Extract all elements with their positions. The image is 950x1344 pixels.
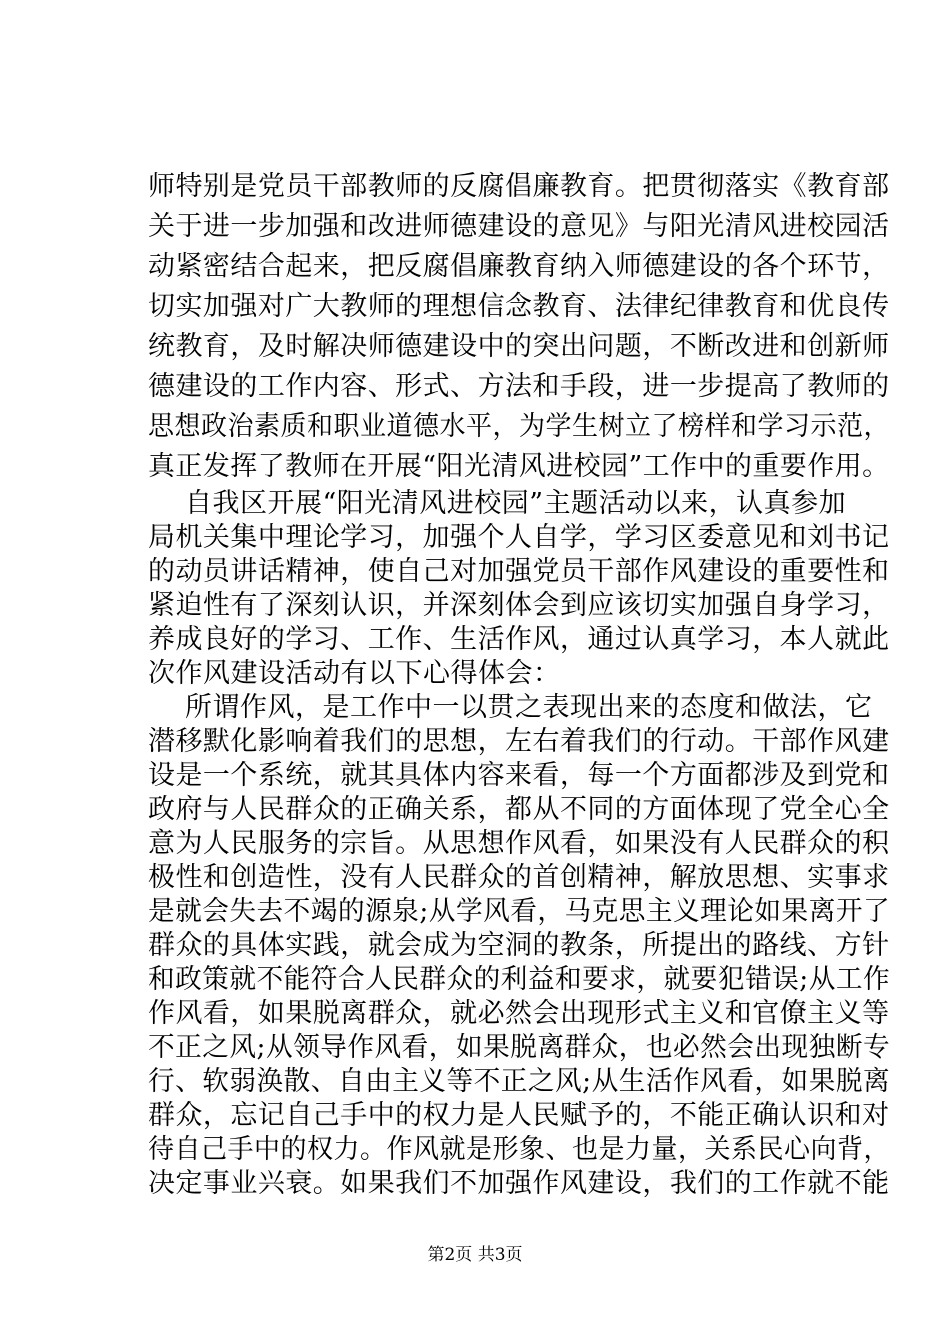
paragraph-line: 师特别是党员干部教师的反腐倡廉教育。把贯彻落实《教育部: [148, 171, 890, 202]
paragraph-line: 动紧密结合起来，把反腐倡廉教育纳入师德建设的各个环节，: [148, 251, 890, 282]
paragraph-line: 不正之风;从领导作风看，如果脱离群众，也必然会出现独断专: [148, 1032, 891, 1063]
paragraph-line: 所谓作风，是工作中一以贯之表现出来的态度和做法，它: [185, 692, 873, 723]
paragraph-line: 设是一个系统，就其具体内容来看，每一个方面都涉及到党和: [148, 760, 890, 791]
paragraph-line: 潜移默化影响着我们的思想，左右着我们的行动。干部作风建: [148, 726, 890, 757]
paragraph-line: 和政策就不能符合人民群众的利益和要求，就要犯错误;从工作: [148, 964, 891, 995]
paragraph-line: 关于进一步加强和改进师德建设的意见》与阳光清风进校园活: [148, 211, 890, 242]
paragraph-line: 的动员讲话精神，使自己对加强党员干部作风建设的重要性和: [148, 556, 890, 587]
paragraph-line: 政府与人民群众的正确关系，都从不同的方面体现了党全心全: [148, 794, 890, 825]
paragraph-line: 切实加强对广大教师的理想信念教育、法律纪律教育和优良传: [148, 291, 890, 322]
paragraph-line: 群众的具体实践，就会成为空洞的教条，所提出的路线、方针: [148, 930, 890, 961]
paragraph-line: 德建设的工作内容、形式、方法和手段，进一步提高了教师的: [148, 371, 890, 402]
paragraph-line: 决定事业兴衰。如果我们不加强作风建设，我们的工作就不能: [148, 1168, 890, 1199]
paragraph-line: 局机关集中理论学习，加强个人自学，学习区委意见和刘书记: [148, 522, 890, 553]
paragraph-line: 是就会失去不竭的源泉;从学风看，马克思主义理论如果离开了: [148, 896, 891, 927]
paragraph-line: 行、软弱涣散、自由主义等不正之风;从生活作风看，如果脱离: [148, 1066, 891, 1097]
paragraph-line: 极性和创造性，没有人民群众的首创精神，解放思想、实事求: [148, 862, 890, 893]
paragraph-line: 作风看，如果脱离群众，就必然会出现形式主义和官僚主义等: [148, 998, 890, 1029]
paragraph-line: 养成良好的学习、工作、生活作风，通过认真学习，本人就此: [148, 624, 890, 655]
paragraph-line: 思想政治素质和职业道德水平，为学生树立了榜样和学习示范，: [148, 411, 890, 442]
paragraph-line: 统教育，及时解决师德建设中的突出问题，不断改进和创新师: [148, 331, 890, 362]
paragraph-line: 紧迫性有了深刻认识，并深刻体会到应该切实加强自身学习，: [148, 590, 890, 621]
paragraph-line: 自我区开展“阳光清风进校园”主题活动以来，认真参加: [185, 488, 847, 519]
paragraph-line: 次作风建设活动有以下心得体会：: [148, 658, 561, 689]
paragraph-line: 群众，忘记自己手中的权力是人民赋予的，不能正确认识和对: [148, 1100, 890, 1131]
paragraph-line: 真正发挥了教师在开展“阳光清风进校园”工作中的重要作用。: [148, 451, 890, 482]
paragraph-line: 意为人民服务的宗旨。从思想作风看，如果没有人民群众的积: [148, 828, 890, 859]
page-number-footer: 第2页 共3页: [427, 1245, 523, 1265]
paragraph-line: 待自己手中的权力。作风就是形象、也是力量，关系民心向背，: [148, 1134, 890, 1165]
